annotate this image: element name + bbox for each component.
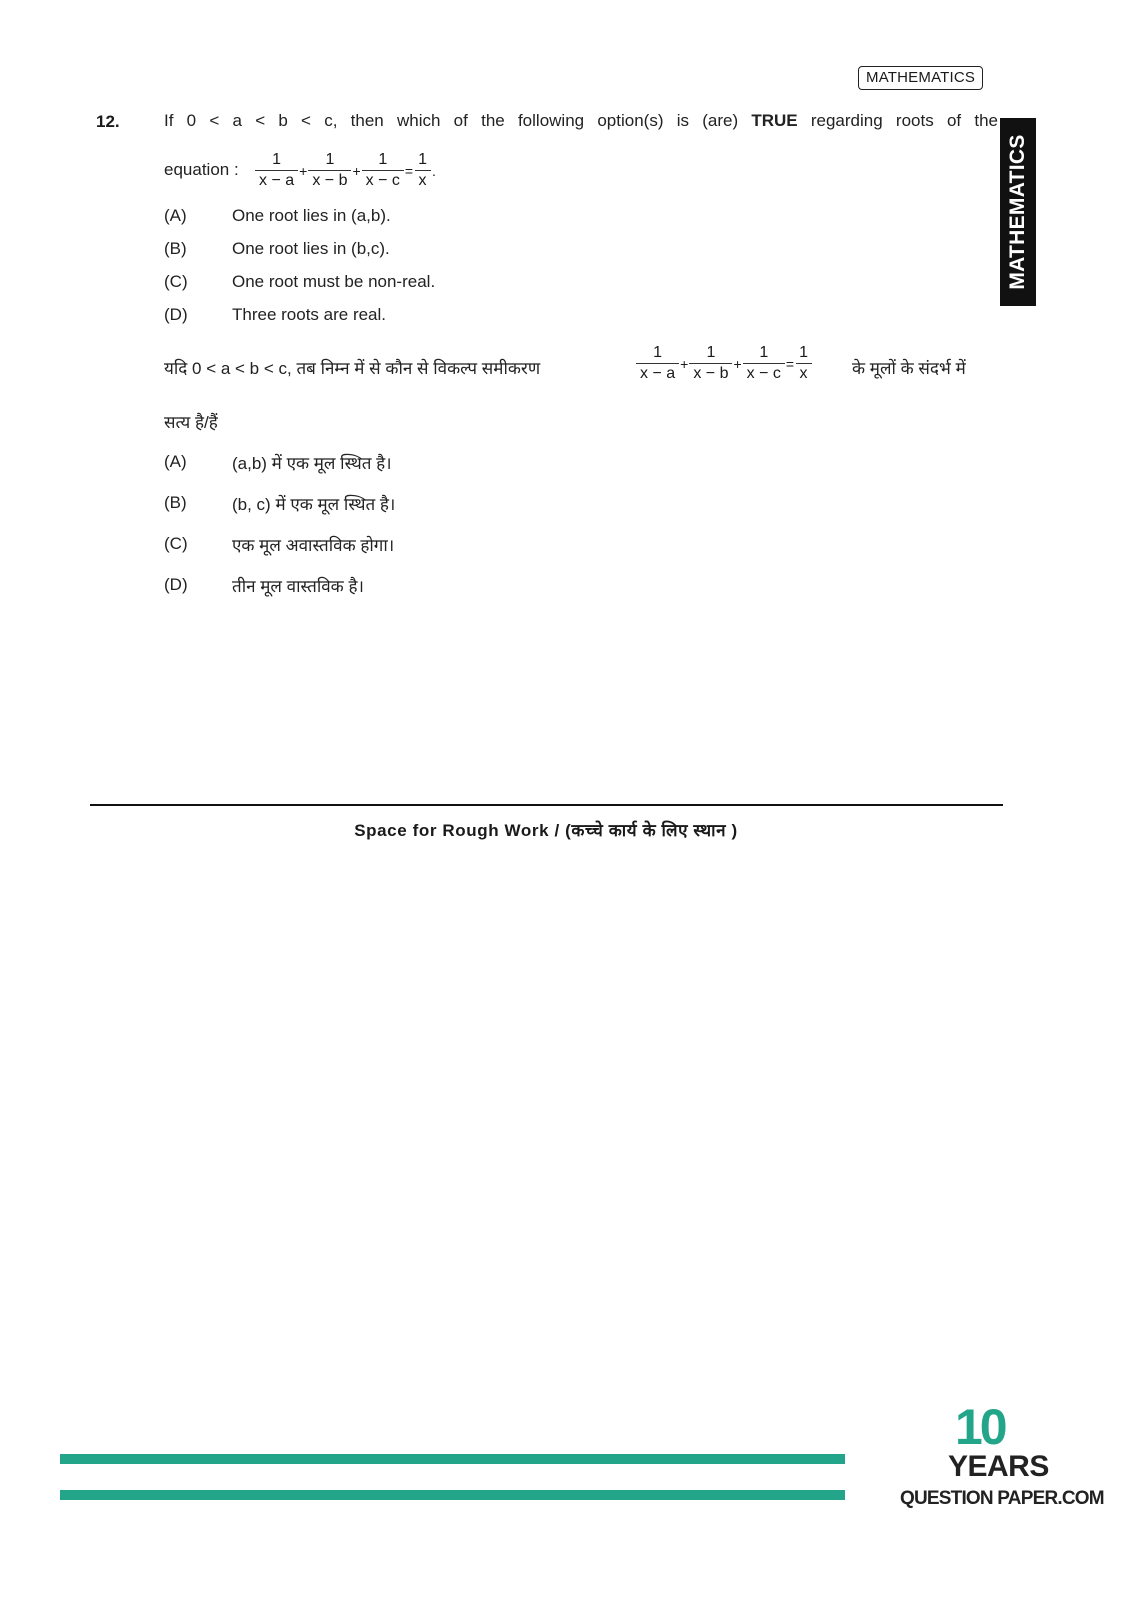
- option-text: एक मूल अवास्तविक होगा।: [232, 536, 395, 555]
- option-label: (A): [164, 206, 187, 225]
- logo-site: QUESTION PAPER.COM: [900, 1488, 1104, 1509]
- option-label: (C): [164, 534, 188, 553]
- plus-sign: +: [299, 162, 308, 179]
- question-text-hi-end: के मूलों के संदर्भ में: [852, 359, 966, 378]
- denominator: x − c: [362, 170, 404, 191]
- equals-sign: =: [785, 355, 795, 372]
- question-text-hi: यदि 0 < a < b < c, तब निम्न में से कौन से विकल्प समीकरण: [164, 359, 541, 378]
- numerator: 1: [653, 344, 663, 361]
- question-text-en: [164, 111, 998, 131]
- option-label: (D): [164, 575, 188, 594]
- footer-bar: [60, 1490, 845, 1500]
- fraction: [636, 343, 679, 384]
- question-text-bold: TRUE: [751, 111, 798, 130]
- numerator: 1: [706, 344, 716, 361]
- subject-badge: MATHEMATICS: [858, 66, 983, 90]
- fraction: [414, 150, 431, 191]
- question-text-hi-line2: सत्य है/हैं: [164, 413, 218, 432]
- numerator: 1: [325, 151, 335, 168]
- side-subject-tab: [1000, 118, 1036, 306]
- question-text-post: regarding roots of the: [797, 111, 998, 130]
- option-label: (A): [164, 452, 187, 471]
- denominator: x − c: [743, 363, 785, 384]
- fraction: [795, 343, 812, 384]
- logo-number: 10: [955, 1399, 1005, 1455]
- option-label: (B): [164, 239, 187, 258]
- denominator: x − b: [308, 170, 351, 191]
- denominator: x: [415, 170, 431, 191]
- equals-sign: =: [404, 162, 414, 179]
- period: .: [431, 162, 436, 179]
- denominator: x: [796, 363, 812, 384]
- divider: [90, 804, 1003, 806]
- option-text: One root must be non-real.: [232, 272, 436, 291]
- option-text: (a,b) में एक मूल स्थित है।: [232, 454, 392, 473]
- option-label: (B): [164, 493, 187, 512]
- fraction: [362, 150, 404, 191]
- option-text: तीन मूल वास्तविक है।: [232, 577, 364, 596]
- equation-label: equation :: [164, 160, 239, 179]
- plus-sign: +: [733, 355, 742, 372]
- denominator: x − a: [636, 363, 679, 384]
- fraction: [743, 343, 785, 384]
- footer-bar: [60, 1454, 845, 1464]
- plus-sign: +: [680, 355, 689, 372]
- fraction: [689, 343, 732, 384]
- numerator: 1: [759, 344, 769, 361]
- option-label: (C): [164, 272, 188, 291]
- denominator: x − a: [255, 170, 298, 191]
- numerator: 1: [272, 151, 282, 168]
- numerator: 1: [378, 151, 388, 168]
- side-subject-tab-label: MATHEMATICS: [1006, 134, 1029, 290]
- question-text-pre: If 0 < a < b < c, then which of the following option(s) is (are): [164, 111, 752, 130]
- equation-en: [255, 150, 437, 191]
- option-label: (D): [164, 305, 188, 324]
- logo-years: YEARS: [948, 1450, 1049, 1483]
- denominator: x − b: [689, 363, 732, 384]
- numerator: 1: [799, 344, 808, 361]
- numerator: 1: [418, 151, 427, 168]
- option-text: One root lies in (a,b).: [232, 206, 391, 225]
- option-text: Three roots are real.: [232, 305, 387, 324]
- option-text: (b, c) में एक मूल स्थित है।: [232, 495, 396, 514]
- fraction: [308, 150, 351, 191]
- rough-work-label: Space for Rough Work / (कच्चे कार्य के लिए स्थान ): [354, 821, 738, 840]
- option-text: One root lies in (b,c).: [232, 239, 390, 258]
- fraction: [255, 150, 298, 191]
- plus-sign: +: [352, 162, 361, 179]
- equation-hi: [636, 343, 812, 384]
- question-number: 12.: [96, 112, 120, 131]
